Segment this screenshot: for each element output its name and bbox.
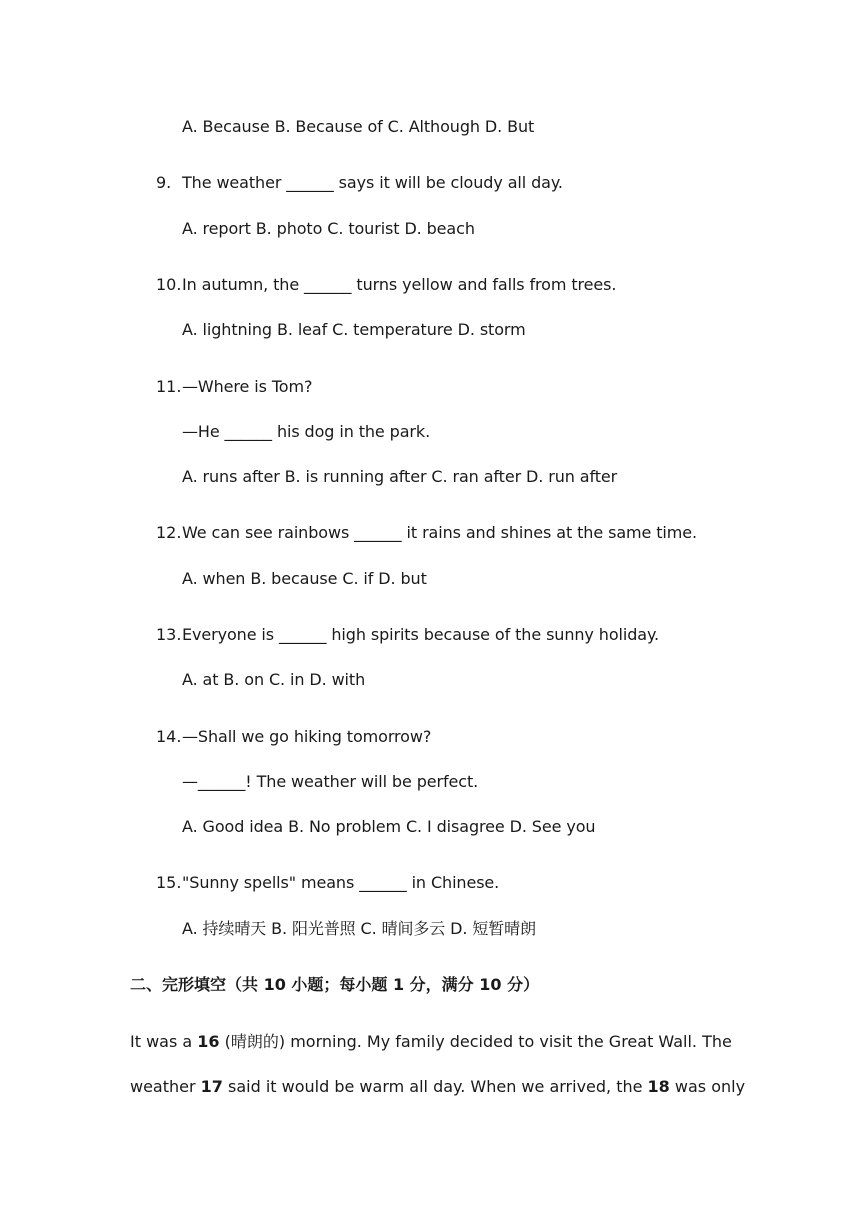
question-options: A. report B. photo C. tourist D. beach [182, 219, 475, 238]
question-stem: The weather ______ says it will be cloudy all day. [182, 173, 563, 192]
question-stem: —Shall we go hiking tomorrow? [182, 727, 432, 746]
question-stem-reply: —He ______ his dog in the park. [182, 422, 431, 441]
question-options: A. at B. on C. in D. with [182, 670, 366, 689]
question-options: A. 持续晴天 B. 阳光普照 C. 晴间多云 D. 短暂晴朗 [182, 919, 536, 938]
blank-number: 17 [200, 1077, 223, 1096]
question-number: 10. [156, 275, 182, 294]
section-title: 二、完形填空（共 10 小题；每小题 1 分，满分 10 分） [130, 975, 540, 994]
question-stem-reply: —______! The weather will be perfect. [182, 772, 479, 791]
blank-number: 16 [197, 1032, 220, 1051]
q8-options: A. Because B. Because of C. Although D. But [182, 117, 535, 136]
question-number: 11. [156, 377, 182, 396]
passage-text: said it would be warm all day. When we arrived, the [222, 1077, 648, 1096]
question-options: A. lightning B. leaf C. temperature D. storm [182, 320, 526, 339]
question-number: 13. [156, 625, 182, 644]
question-number: 14. [156, 727, 182, 746]
question-options: A. Good idea B. No problem C. I disagree D. See you [182, 817, 596, 836]
question-stem: Everyone is ______ high spirits because of the sunny holiday. [182, 625, 660, 644]
passage-line [130, 1076, 745, 1098]
question-options: A. runs after B. is running after C. ran after D. run after [182, 467, 618, 486]
question-stem: —Where is Tom? [182, 377, 313, 396]
passage-line [130, 1031, 732, 1053]
question-number: 12. [156, 523, 182, 542]
question-stem: "Sunny spells" means ______ in Chinese. [182, 873, 500, 892]
question-number: 15. [156, 873, 182, 892]
passage-text: weather [130, 1077, 201, 1096]
passage-text: It was a [130, 1032, 198, 1051]
blank-number: 18 [647, 1077, 670, 1096]
passage-text: (晴朗的) morning. My family decided to visit the Great Wall. The [219, 1032, 732, 1051]
question-options: A. when B. because C. if D. but [182, 569, 427, 588]
question-number: 9. [156, 173, 172, 192]
passage-text: was only [669, 1077, 746, 1096]
question-stem: In autumn, the ______ turns yellow and falls from trees. [182, 275, 617, 294]
question-stem: We can see rainbows ______ it rains and shines at the same time. [182, 523, 697, 542]
